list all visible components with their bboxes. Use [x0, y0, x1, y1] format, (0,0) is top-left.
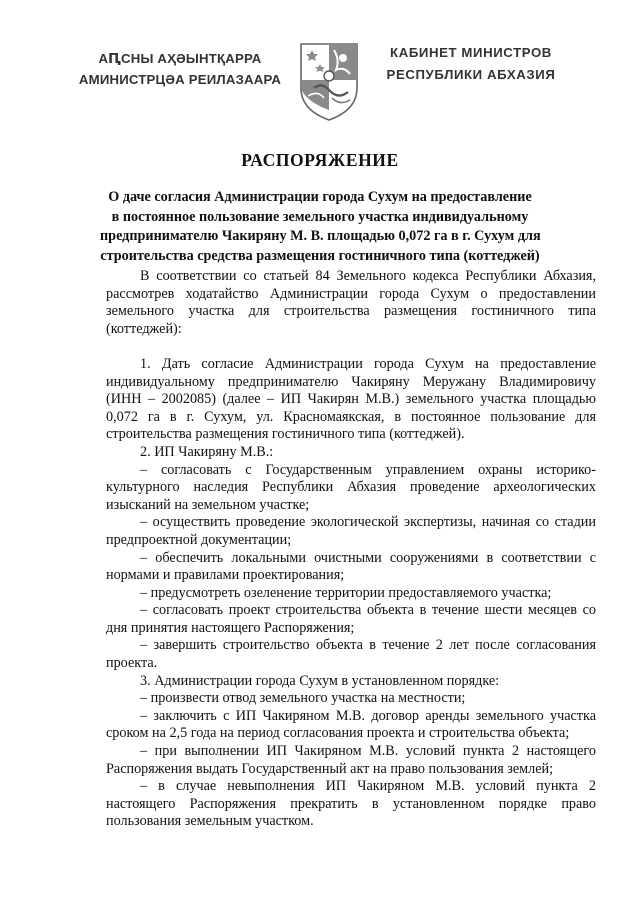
subject-line: О даче согласия Администрации города Сухум на предоставление — [108, 189, 532, 205]
item-2-subitem: – осуществить проведение экологической экспертизы, начиная со стадии предпроектной документации; — [106, 514, 596, 548]
item-3-subitem: – в случае невыполнения ИП Чакиряном М.В. условий пункта 2 настоящего Распоряжения прекратить в установленном порядке право пользования земельным участком. — [106, 778, 596, 830]
item-2-subitem: – предусмотреть озеленение территории предоставляемого участка; — [140, 584, 552, 601]
item-2-subitem: – согласовать проект строительства объекта в течение шести месяцев со дня принятия настоящего Распоряжения; — [106, 602, 596, 636]
item-3-heading: 3. Администрации города Сухум в установленном порядке: — [140, 672, 500, 689]
document-subject — [100, 188, 540, 266]
subject-line: в постоянное пользование земельного участка индивидуальному — [111, 208, 529, 225]
coat-of-arms-icon — [298, 40, 360, 122]
item-3-subitem: – произвести отвод земельного участка на местности; — [140, 690, 466, 707]
letterhead-russian-line2: РЕСПУБЛИКИ АБХАЗИЯ — [386, 67, 556, 82]
letterhead — [0, 36, 640, 136]
document-title: РАСПОРЯЖЕНИЕ — [241, 150, 399, 170]
letterhead-abkhaz-line2: АМИНИСТРЦӘА РЕИЛАЗААРА — [78, 72, 282, 87]
document-body — [106, 268, 596, 831]
preamble-paragraph: В соответствии со статьей 84 Земельного кодекса Республики Абхазия, рассмотрев ходатайство Администрации города Сухум о предоставлении земельного участка для строительства размещения гостиничного типа (коттеджей): — [106, 268, 596, 337]
letterhead-russian-line1: КАБИНЕТ МИНИСТРОВ — [390, 45, 552, 60]
item-2-subitem: – согласовать с Государственным управлением охраны историко-культурного наследия Республики Абхазия проведение археологических изысканий на земельном участке; — [106, 461, 596, 513]
subject-line: предпринимателю Чакиряну М. В. площадью 0,072 га в г. Сухум для — [100, 228, 541, 244]
paragraph-gap — [106, 338, 596, 356]
letterhead-abkhaz-line1: АԤСНЫ АҲӘЫНТҚАРРА — [98, 51, 262, 66]
item-2-subitem: – обеспечить локальными очистными сооружениями в соответствии с нормами и правилами проектирования; — [106, 549, 596, 584]
letterhead-russian — [372, 42, 570, 86]
item-3-subitem: – заключить с ИП Чакиряном М.В. договор аренды земельного участка сроком на 2,5 года на период согласования проекта и строительства объекта; — [106, 707, 596, 742]
item-3-subitem: – при выполнении ИП Чакиряном М.В. условий пункта 2 настоящего Распоряжения выдать Государственный акт на право пользования землей; — [106, 743, 596, 777]
subject-line: строительства средства размещения гостиничного типа (коттеджей) — [100, 247, 540, 264]
item-2-subitem: – завершить строительство объекта в течение 2 лет после согласования проекта. — [106, 637, 596, 672]
item-1-paragraph: 1. Дать согласие Администрации города Сухум на предоставление индивидуальному предпринимателю Чакиряну Меружану Владимировичу (ИНН – 2002085) (далее – ИП Чакирян М.В.) земельного участка площадью 0,072 га в г. Сухум, ул. Красномаякская, в постоянное пользование для строительства размещения гостиничного типа (коттеджей). — [106, 355, 596, 443]
letterhead-abkhaz — [66, 48, 294, 90]
item-2-heading: 2. ИП Чакиряну М.В.: — [140, 443, 274, 460]
